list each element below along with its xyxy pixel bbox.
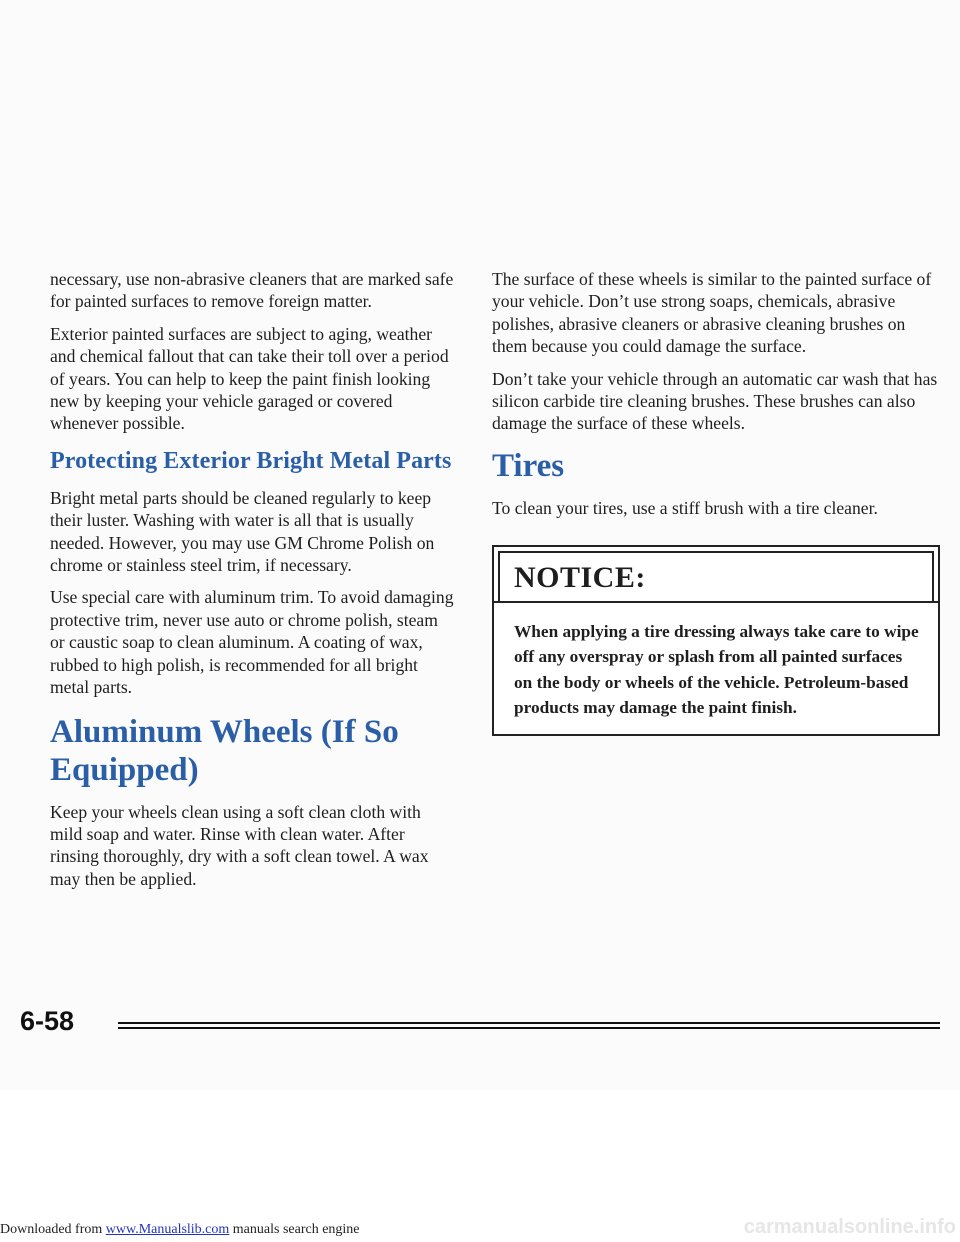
paragraph-carwash: Don’t take your vehicle through an automatic car wash that has silicon carbide tire cleaning brushes. These brushes can also damage the surface of these wheels. (492, 368, 938, 434)
notice-title-box (498, 551, 934, 601)
paragraph-exterior: Exterior painted surfaces are subject to aging, weather and chemical fallout that can take their toll over a period of years. You can help to keep the paint finish looking new by keeping your vehicle garaged or covered whenever possible. (50, 323, 449, 434)
paragraph-aluminum-trim: Use special care with aluminum trim. To avoid damaging protective trim, never use auto or chrome polish, steam or caustic soap to clean aluminum. A coating of wax, rubbed to high polish, is recommended for all bright metal parts. (50, 587, 454, 698)
left-column (50, 268, 455, 900)
paragraph-intro: necessary, use non-abrasive cleaners that are marked safe for painted surfaces to remove foreign matter. (50, 269, 454, 312)
page-number: 6-58 (20, 1006, 75, 1036)
banner-suffix: manuals search engine (229, 1222, 360, 1237)
paragraph-surface: The surface of these wheels is similar to the painted surface of your vehicle. Don’t use strong soaps, chemicals, abrasive polishes, abrasive cleaners or abrasive cleaning brushes on them because you could damage the surface. (492, 269, 932, 357)
notice-title: NOTICE: (514, 561, 646, 595)
banner-prefix: Downloaded from (0, 1222, 106, 1237)
notice-body-box (494, 601, 938, 734)
notice-body: When applying a tire dressing always take care to wipe off any overspray or splash from all painted surfaces on the body or wheels of the vehicle. Petroleum-based products may damage the paint finish. (514, 622, 919, 717)
manualslib-link[interactable]: www.Manualslib.com (105, 1222, 230, 1237)
heading-aluminum-wheels: Aluminum Wheels (If So Equipped) (50, 713, 399, 788)
paragraph-wheels: Keep your wheels clean using a soft clean cloth with mild soap and water. Rinse with clean water. After rinsing thoroughly, dry with a soft clean towel. A wax may then be applied. (50, 801, 429, 889)
notice-box (492, 545, 940, 736)
heading-tires: Tires (492, 447, 565, 484)
watermark: carmanualsonline.info (743, 1216, 956, 1238)
paragraph-tires: To clean your tires, use a stiff brush with a tire cleaner. (492, 497, 878, 518)
download-banner (0, 1222, 360, 1238)
right-column (492, 268, 942, 736)
heading-bright-metal: Protecting Exterior Bright Metal Parts (50, 447, 452, 474)
footer-rule (118, 1022, 940, 1029)
paragraph-bright-metal: Bright metal parts should be cleaned regularly to keep their luster. Washing with water is all that is usually needed. However, you may use GM Chrome Polish on chrome or stainless steel trim, if necessary. (50, 487, 435, 576)
